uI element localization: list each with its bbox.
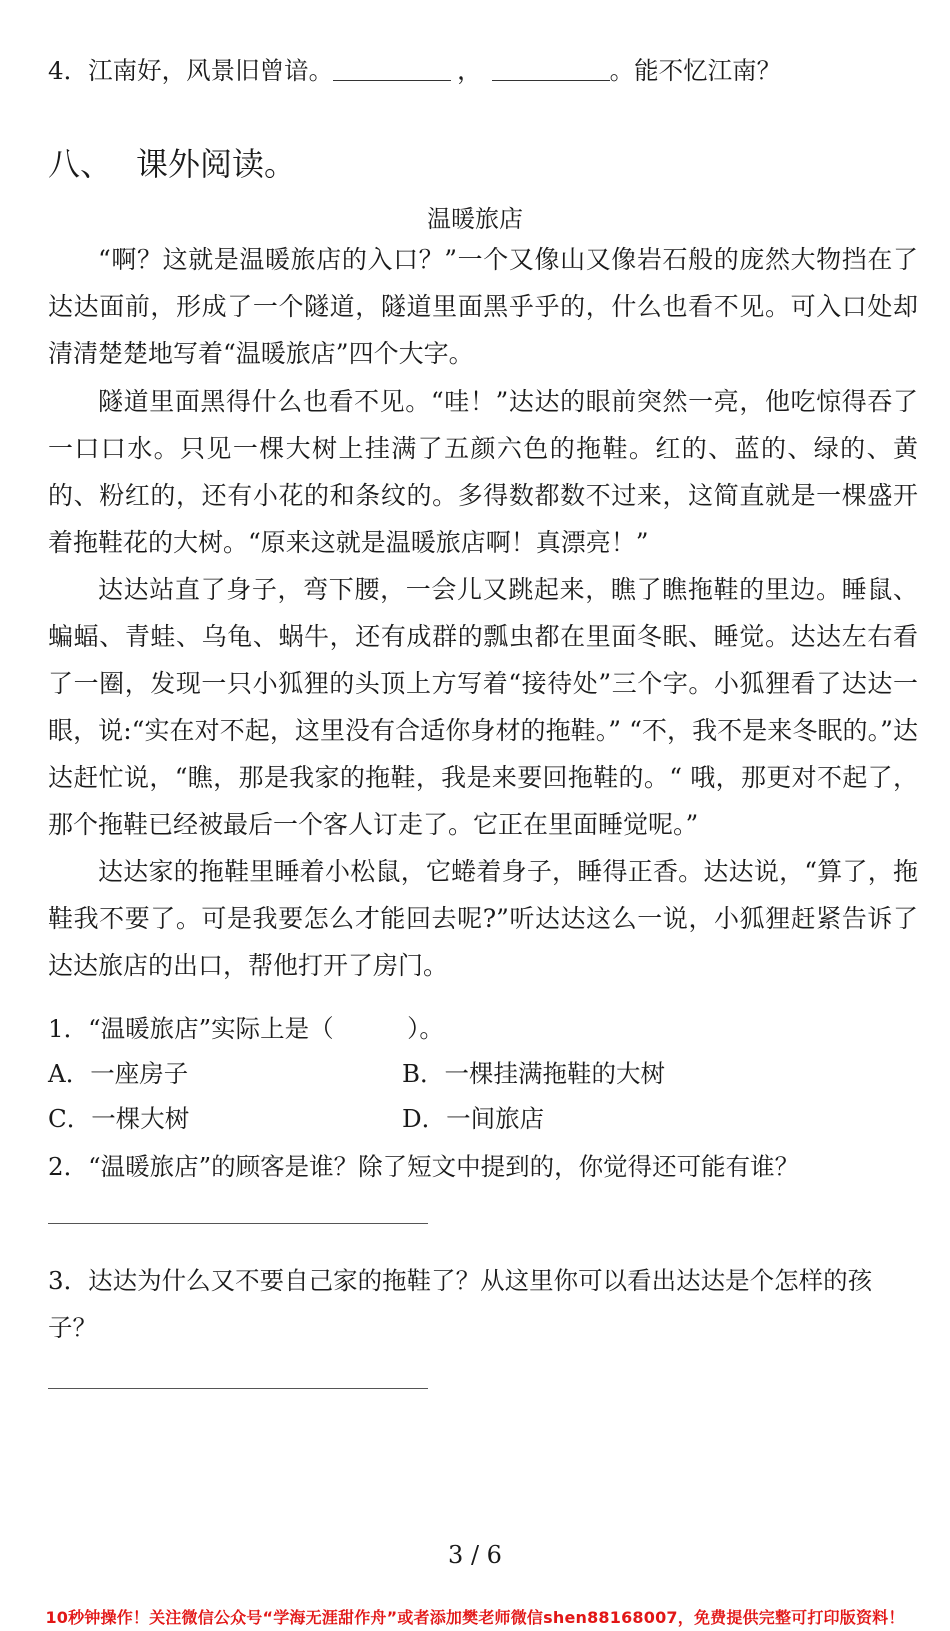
option-d[interactable]: D．一间旅店 xyxy=(402,1104,545,1133)
section-heading xyxy=(48,142,296,186)
article-paragraph: “啊？这就是温暖旅店的入口？”一个又像山又像岩石般的庞然大物挡在了达达面前，形成了一个隧道，隧道里面黑乎乎的，什么也看不见。可入口处却清清楚楚地写着“温暖旅店”四个大字。 xyxy=(48,245,918,368)
answer-line[interactable] xyxy=(48,1388,428,1389)
section-title: 课外阅读。 xyxy=(136,145,297,183)
option-b[interactable]: B．一棵挂满拖鞋的大树 xyxy=(402,1059,666,1088)
question-1-stem: 1．“温暖旅店”实际上是（ ）。 xyxy=(48,1014,444,1043)
article-title: 温暖旅店 xyxy=(427,205,523,233)
answer-line[interactable] xyxy=(48,1223,428,1224)
question-2-stem: 2．“温暖旅店”的顾客是谁？除了短文中提到的，你觉得还可能有谁？ xyxy=(48,1152,800,1181)
option-a[interactable]: A．一座房子 xyxy=(48,1059,189,1088)
option-c[interactable]: C．一棵大树 xyxy=(48,1104,190,1133)
answer-blank[interactable] xyxy=(333,56,451,81)
answer-blank[interactable] xyxy=(492,56,610,81)
footer-banner: 10秒钟操作！关注微信公众号“学海无涯甜作舟”或者添加樊老师微信shen88168007，免费提供完整可打印版资料！ xyxy=(45,1608,905,1627)
section-number: 八、 xyxy=(48,145,113,183)
question-4-comma: ， xyxy=(457,56,482,85)
article-paragraph: 达达站直了身子，弯下腰，一会儿又跳起来，瞧了瞧拖鞋的里边。睡鼠、蝙蝠、青蛙、乌龟、蜗牛，还有成群的瓢虫都在里面冬眠、睡觉。达达左右看了一圈，发现一只小狐狸的头顶上方写着“接待处”三个字。小狐狸看了达达一眼，说:“实在对不起，这里没有合适你身材的拖鞋。” “不，我不是来冬眠的。”达达赶忙说，“瞧，那是我家的拖鞋，我是来要回拖鞋的。“ 哦，那更对不起了，那个拖鞋已经被最后一个客人订走了。它正在里面睡觉呢。” xyxy=(48,575,918,839)
question-4-ending: 。能不忆江南？ xyxy=(609,56,782,85)
question-4 xyxy=(48,54,781,88)
article-paragraph: 达达家的拖鞋里睡着小松鼠，它蜷着身子，睡得正香。达达说，“算了，拖鞋我不要了。可是我要怎么才能回去呢?”听达达这么一说，小狐狸赶紧告诉了达达旅店的出口，帮他打开了房门。 xyxy=(48,857,918,980)
question-4-prompt: 4．江南好，风景旧曾谙。 xyxy=(48,56,334,85)
question-3-stem-continued: 子？ xyxy=(48,1313,97,1342)
article-paragraph: 隧道里面黑得什么也看不见。“哇！”达达的眼前突然一亮，他吃惊得吞了一口口水。只见一棵大树上挂满了五颜六色的拖鞋。红的、蓝的、绿的、黄的、粉红的，还有小花的和条纹的。多得数都数不过来，这简直就是一棵盛开着拖鞋花的大树。“原来这就是温暖旅店啊！真漂亮！” xyxy=(48,387,918,557)
page-number: 3 / 6 xyxy=(448,1541,502,1569)
question-3-stem: 3．达达为什么又不要自己家的拖鞋了？从这里你可以看出达达是个怎样的孩 xyxy=(48,1266,873,1295)
